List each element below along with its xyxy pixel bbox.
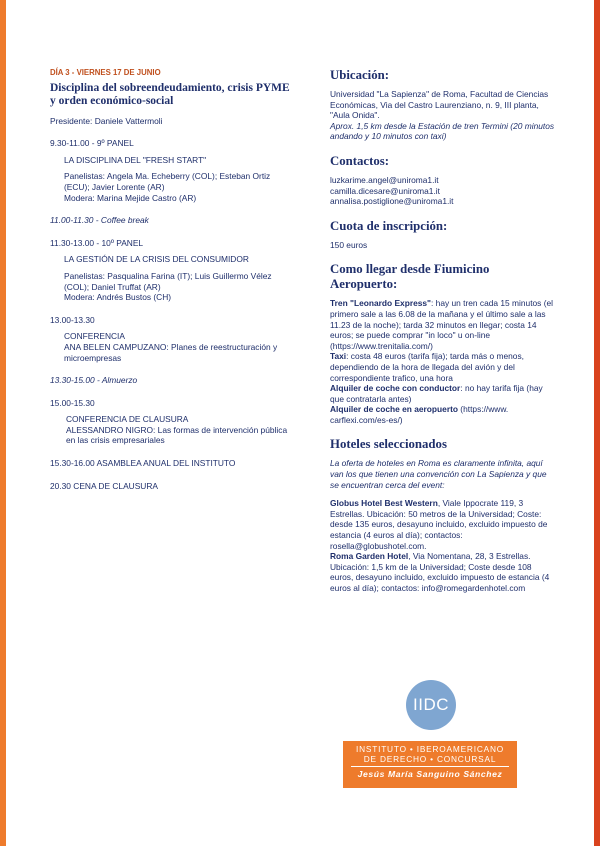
panel10-panelists: Panelistas: Pasqualina Farina (IT); Luis Guillermo Vélez (COL); Daniel Truffat (AR)	[64, 270, 272, 292]
location-title: Ubicación:	[330, 68, 390, 82]
contact-email-2[interactable]: camilla.dicesare@uniroma1.it	[330, 185, 440, 196]
train-info	[330, 298, 555, 351]
taxi-label: Taxi	[330, 351, 347, 362]
info-column	[330, 68, 555, 594]
taxi-info	[330, 351, 555, 383]
panel10-time: 11.30-13.00 - 10º PANEL	[50, 237, 144, 248]
rental-car-label: Alquiler de coche en aeropuerto	[330, 404, 458, 415]
lunch: 13.30-15.00 - Almuerzo	[50, 375, 138, 386]
program-column	[50, 68, 295, 491]
closing-heading: CONFERENCIA DE CLAUSURA	[66, 414, 189, 425]
taxi-text: : costa 48 euros (tarifa fija); tarda más o menos, dependiendo de la hora de llegada del avión y del correspondiente trafico, una hora	[330, 351, 524, 383]
hotel-1	[330, 498, 555, 551]
institute-line-2: DE DERECHO • CONCURSAL	[363, 754, 497, 764]
hotel-2	[330, 551, 555, 593]
panel9-panelists: Panelistas: Angela Ma. Echeberry (COL); Esteban Ortiz (ECU); Javier Lorente (AR)	[64, 171, 271, 192]
hotel-2-name: Roma Garden Hotel	[330, 551, 409, 562]
fee-title: Cuota de inscripción:	[330, 218, 448, 233]
contact-email-3[interactable]: annalisa.postiglione@uniroma1.it	[330, 196, 454, 207]
travel-title: Como llegar desde Fiumicino Aeropuerto:	[330, 262, 490, 292]
contacts-title: Contactos:	[330, 153, 389, 168]
institute-line-1: INSTITUTO • IBEROAMERICANO	[355, 744, 505, 754]
train-label: Tren "Leonardo Express"	[330, 298, 432, 309]
institute-badge	[343, 741, 517, 788]
hotel-1-name: Globus Hotel Best Western	[330, 498, 438, 509]
conference-text: ANA BELEN CAMPUZANO: Planes de reestructuración y microempresas	[64, 341, 278, 363]
contact-email-1[interactable]: luzkarime.angel@uniroma1.it	[330, 174, 439, 185]
hotel-1-text: , Viale Ippocrate 119, 3 Estrellas. Ubicación: 50 metros de la Universidad; Coste: desde 135 euros, desayuno incluido, excluido impuesto de estancia (4 euros al día); contactos: rosella@globushotel.com.	[330, 498, 548, 551]
president: Presidente: Daniele Vattermoli	[50, 115, 163, 126]
location-note: Aprox. 1,5 km desde la Estación de tren Termini (20 minutos andando y 10 minutos con taxi)	[330, 120, 555, 142]
rental-car-text[interactable]: (https://www. carflexi.com/es-es/)	[330, 404, 509, 425]
panel10-moderator: Modera: Andrés Bustos (CH)	[64, 292, 172, 303]
driver-car-text: : no hay tarifa fija (hay que contratarla antes)	[330, 383, 543, 404]
hotels-title: Hoteles seleccionados	[330, 437, 447, 452]
coffee-break: 11.00-11.30 - Coffee break	[50, 215, 149, 226]
assembly: 15.30-16.00 ASAMBLEA ANUAL DEL INSTITUTO	[50, 458, 236, 469]
closing-text: ALESSANDRO NIGRO: Las formas de intervención pública en las crisis empresariales	[66, 424, 288, 446]
iidc-logo: IIDC	[406, 680, 456, 730]
day-heading: DÍA 3 - VIERNES 17 DE JUNIO	[50, 68, 161, 77]
driver-car-label: Alquiler de coche con conductor	[330, 383, 461, 394]
panel10-heading: LA GESTIÓN DE LA CRISIS DEL CONSUMIDOR	[64, 254, 249, 265]
right-accent-bar	[594, 0, 600, 846]
institute-name: Jesús María Sanguino Sánchez	[357, 769, 503, 779]
panel9-time: 9.30-11.00 - 9º PANEL	[50, 138, 134, 149]
panel9-heading: LA DISCIPLINA DEL "FRESH START"	[64, 154, 207, 165]
rental-car-info	[330, 404, 555, 425]
driver-car-info	[330, 383, 555, 404]
panel9-moderator: Modera: Marina Mejide Castro (AR)	[64, 192, 197, 203]
hotels-intro: La oferta de hoteles en Roma es claramente infinita, aquí van los que tienen una convención con La Sapienza y que se encuentran cerca del event:	[330, 458, 547, 490]
conference-heading: CONFERENCIA	[64, 331, 125, 342]
train-text: : hay un tren cada 15 minutos (el primero sale a las 6.08 de la mañana y el último sale a las 11.23 de la noche); tarda 32 minutos en llegar; costa 14 euros; se puede comprar "in loco" u on-line (https://www.trenitalia.com/)	[330, 298, 554, 351]
closing-dinner: 20.30 CENA DE CLAUSURA	[50, 480, 158, 491]
hotel-2-text: , Via Nomentana, 28, 3 Estrellas. Ubicación: 1,5 km de la Universidad; Coste desde 108 euros, desayuno incluido, excluido impuesto de estancia (4 euros al día); contactos: info@romegardenhotel.com	[330, 551, 550, 593]
session-title: Disciplina del sobreendeudamiento, crisis PYME y orden económico-social	[50, 81, 290, 107]
conference-time: 13.00-13.30	[50, 314, 95, 325]
location-text: Universidad "La Sapienza" de Roma, Facultad de Ciencias Económicas, Via del Castro Laurenziano, n. 9, III planta, "Aula Onida".	[330, 89, 549, 121]
closing-time: 15.00-15.30	[50, 397, 95, 408]
institute-divider	[351, 766, 509, 767]
left-accent-bar	[0, 0, 6, 846]
fee-value: 150 euros	[330, 239, 368, 250]
